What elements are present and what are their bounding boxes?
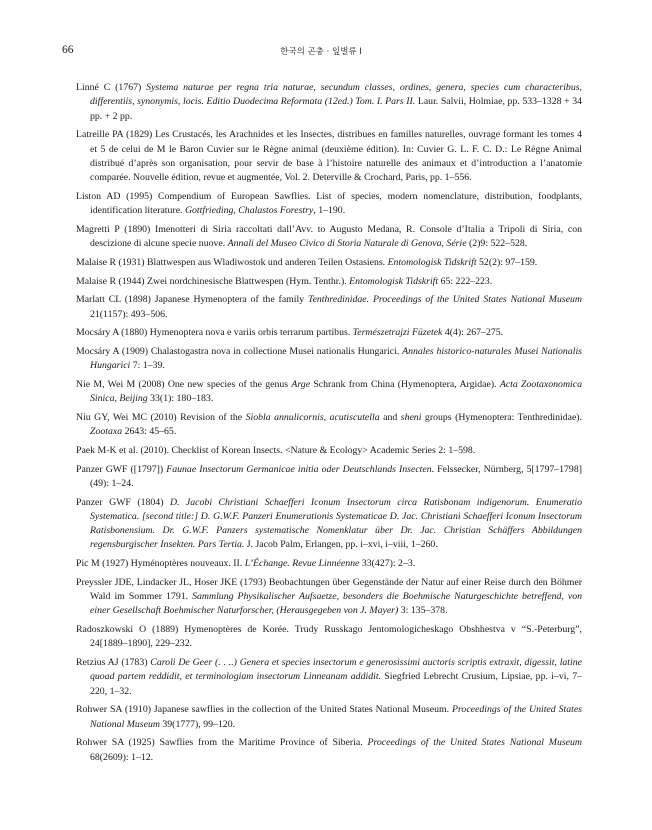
reference-text: Malaise R (1931) Blattwespen aus Wladiwostok und anderen Teilen Ostasiens. <box>76 256 388 268</box>
reference-entry <box>76 326 582 340</box>
reference-italic-text: Siobla annulicornis, acutiscutella <box>245 411 380 423</box>
reference-italic-text: Systema naturae per regna tria naturae, secundum classes, ordines, genera, species cum characteribus, differentiis, synonymis, locis. Editio Duodecima Reformata (12ed.) Tom. I. Pars II. <box>90 82 582 108</box>
reference-entry <box>76 444 582 458</box>
reference-text: 3: 135–378. <box>398 605 448 617</box>
reference-text: Preyssler JDE, Lindacker JL, Hoser JKE (1793) Beobachtungen über Gegenstände der Natur auf einer Reise durch den Böhmer Wald im Sommer 1791. <box>76 576 582 603</box>
reference-text: Panzer GWF (1804) <box>76 496 170 508</box>
reference-text: 33(427): 2–3. <box>359 558 416 570</box>
reference-italic-text: Entomologisk Tidskrift <box>349 275 439 287</box>
reference-entry <box>76 378 582 407</box>
reference-text: Schrank from China (Hymenoptera, Argidae). <box>310 378 500 390</box>
reference-entry <box>76 190 582 219</box>
reference-text: 52(2): 97–159. <box>476 256 538 268</box>
reference-entry <box>76 736 582 765</box>
reference-entry <box>76 576 582 619</box>
reference-text: 68(2609): 1–12. <box>90 751 154 763</box>
reference-italic-text: Proceedings of the United States National Museum <box>367 737 582 749</box>
reference-italic-text: Természetrajzi Füzetek <box>352 327 443 339</box>
reference-text: Mocsáry A (1909) Chalastogastra nova in collectione Musei nationalis Hungarici. <box>76 345 403 357</box>
reference-entry <box>76 256 582 270</box>
reference-entry <box>76 411 582 440</box>
reference-entry <box>76 345 582 374</box>
reference-entry <box>76 293 582 322</box>
reference-entry <box>76 463 582 492</box>
reference-italic-text: Proceedings of the United States National Museum <box>90 704 582 730</box>
reference-text: . Felssecker, Nürnberg, 5[1797–1798](49): 1–24. <box>90 463 582 489</box>
reference-italic-text: Sammlung Physikalischer Aufsaetze, besonders die Boehmische Naturgeschichte betreffend, von einer Gesellschaft Boehmischer Naturforscher, (Herausgegeben von J. Mayer) <box>90 591 583 617</box>
page-number: 66 <box>62 44 74 56</box>
reference-italic-text: L’Échange. Revue Linnéenne <box>244 558 360 570</box>
reference-text: 4(4): 267–275. <box>442 327 504 339</box>
reference-italic-text: Acta Zootaxonomica Sinica, Beijing <box>90 378 582 405</box>
reference-text: Magretti P (1890) Imenotteri di Siria raccoltati dall’Avv. to Augusto Medana, R. Console d’Italia a Tripoli di Siria, con descizione di alcune specie nuove. <box>76 223 582 250</box>
reference-text: Linné C (1767) <box>76 82 147 93</box>
reference-text: Paek M-K et al. (2010). Checklist of Korean Insects. <Nature & Ecology> Academic Series 2: 1–598. <box>76 444 476 456</box>
reference-text: 7: 1–39. <box>130 360 165 372</box>
reference-italic-text: Annales historico-naturales Musei Nationalis Hungarici <box>90 345 582 372</box>
reference-text: (2)9: 522–528. <box>466 238 528 250</box>
reference-text: 65: 222–223. <box>438 275 493 287</box>
reference-italic-text: Caroli De Geer (. . ..) Genera et species insectorum e generosissimi auctoris scriptis extraxit, digessit, latine quoad partem reddidit, et terminologiam insectorum Linneanam addidit. <box>90 657 583 683</box>
reference-text: 39(1777), 99–120. <box>159 718 236 730</box>
reference-text: Mocsáry A (1880) Hymenoptera nova e variis orbis terrarum partibus. <box>76 327 353 339</box>
reference-entry <box>76 496 582 553</box>
reference-entry <box>76 623 582 652</box>
reference-text: 21(1157): 493–506. <box>90 308 168 320</box>
reference-entry <box>76 275 582 289</box>
reference-text: Siegfried Lebrecht Crusium, Lipsiae, pp. i–vi, 7–220, 1–32. <box>90 671 582 697</box>
reference-entry <box>76 81 582 124</box>
reference-text: Marlatt CL (1898) Japanese Hymenoptera of the family <box>76 294 309 306</box>
page-header <box>62 44 580 60</box>
reference-list <box>76 81 582 769</box>
reference-entry <box>76 557 582 571</box>
reference-entry <box>76 128 582 185</box>
reference-text: groups (Hymenoptera: Tenthredinidae). <box>421 411 583 423</box>
reference-text: 2643: 45–65. <box>122 426 177 438</box>
reference-italic-text: Faunae Insectorum Germanicae initia oder Deutschlands Insecten <box>166 463 432 475</box>
reference-text: and <box>379 411 401 423</box>
reference-text: Niu GY, Wei MC (2010) Revision of the <box>76 411 246 423</box>
reference-text: Rohwer SA (1925) Sawflies from the Maritime Province of Siberia. <box>76 737 368 749</box>
reference-entry <box>76 703 582 732</box>
reference-italic-text: sheni <box>400 411 422 423</box>
running-title: 한국의 곤충 · 잎벌류 I <box>280 47 362 57</box>
reference-italic-text: Arge <box>291 378 311 390</box>
reference-text: Radoszkowski O (1889) Hymenoptères de Korée. Trudy Russkago Jentomologicheskago Obshhestva v “S.-Peterburg”, 24[1889–1890], 229–232. <box>76 624 582 650</box>
reference-italic-text: Annali del Museo Civico di Storia Naturale di Genova, Série <box>227 238 467 250</box>
reference-italic-text: Entomologisk Tidskrift <box>387 256 477 268</box>
reference-text: 33(1): 180–183. <box>147 393 214 405</box>
reference-text: Liston AD (1995) Compendium of European Sawflies. List of species, modern nomenclature, distribution, foodplants, identification literature. <box>76 190 582 217</box>
reference-italic-text: Gottfrieding, Chalastos Forestry <box>184 205 314 217</box>
reference-italic-text: D. Jacobi Christiani Schaefferi Iconum Insectorum circa Ratisbonam indigenorum. Enumeratio Systematica. [second title:] D. G.W.F. Panzeri Enumerationis Systematicae D. Jac. Christiani Schaefferi Iconum Insectorum Ratisbonensium. Dr. G.W.F. Panzers systematische Nomenklatur über Dr. Jac. Christian Schäffers Abbildungen regensburgischer Insekten. Pars Tertia. <box>90 496 582 551</box>
reference-text: Malaise R (1944) Zwei nordchinesische Blattwespen (Hym. Tenthr.). <box>76 275 350 287</box>
reference-entry <box>76 223 582 252</box>
reference-text: Retzius AJ (1783) <box>76 657 151 669</box>
reference-text: Pic M (1927) Hyménoptères nouveaux. II. <box>76 558 245 570</box>
reference-text: Nie M, Wei M (2008) One new species of the genus <box>76 378 292 390</box>
reference-text: Latreille PA (1829) Les Crustacés, les Arachnides et les Insectes, distribues en familles naturelles, ouvrage formant les tomes 4 et 5 de celui de M le Baron Cuvier sur le Règne animal (deuxième édition). In: Cuvier G. L. F. C. D.: Le Règne Animal distribué d’après son organisation, pour servir de base à l’histoire naturelle des animaux et d’introduction a l’anatomie comparée. Nouvelle édition, revue et augmentée, Vol. 2. Deterville & Crochard, Paris, pp. 1–556. <box>76 129 582 184</box>
reference-text: Rohwer SA (1910) Japanese sawflies in the collection of the United States National Museum. <box>76 704 452 716</box>
reference-italic-text: Zootaxa <box>90 426 123 438</box>
reference-text: Panzer GWF ([1797]) <box>76 463 167 475</box>
reference-text: , 1–190. <box>313 205 346 217</box>
reference-italic-text: Tenthredinidae. Proceedings of the United States National Museum <box>308 294 582 306</box>
reference-entry <box>76 656 582 699</box>
reference-text: J. Jacob Palm, Erlangen, pp. i–xvi, i–viii, 1–260. <box>244 539 438 551</box>
reference-text: Laur. Salvii, Holmiae, pp. 533–1328 + 34 pp. + 2 pp. <box>90 96 582 122</box>
